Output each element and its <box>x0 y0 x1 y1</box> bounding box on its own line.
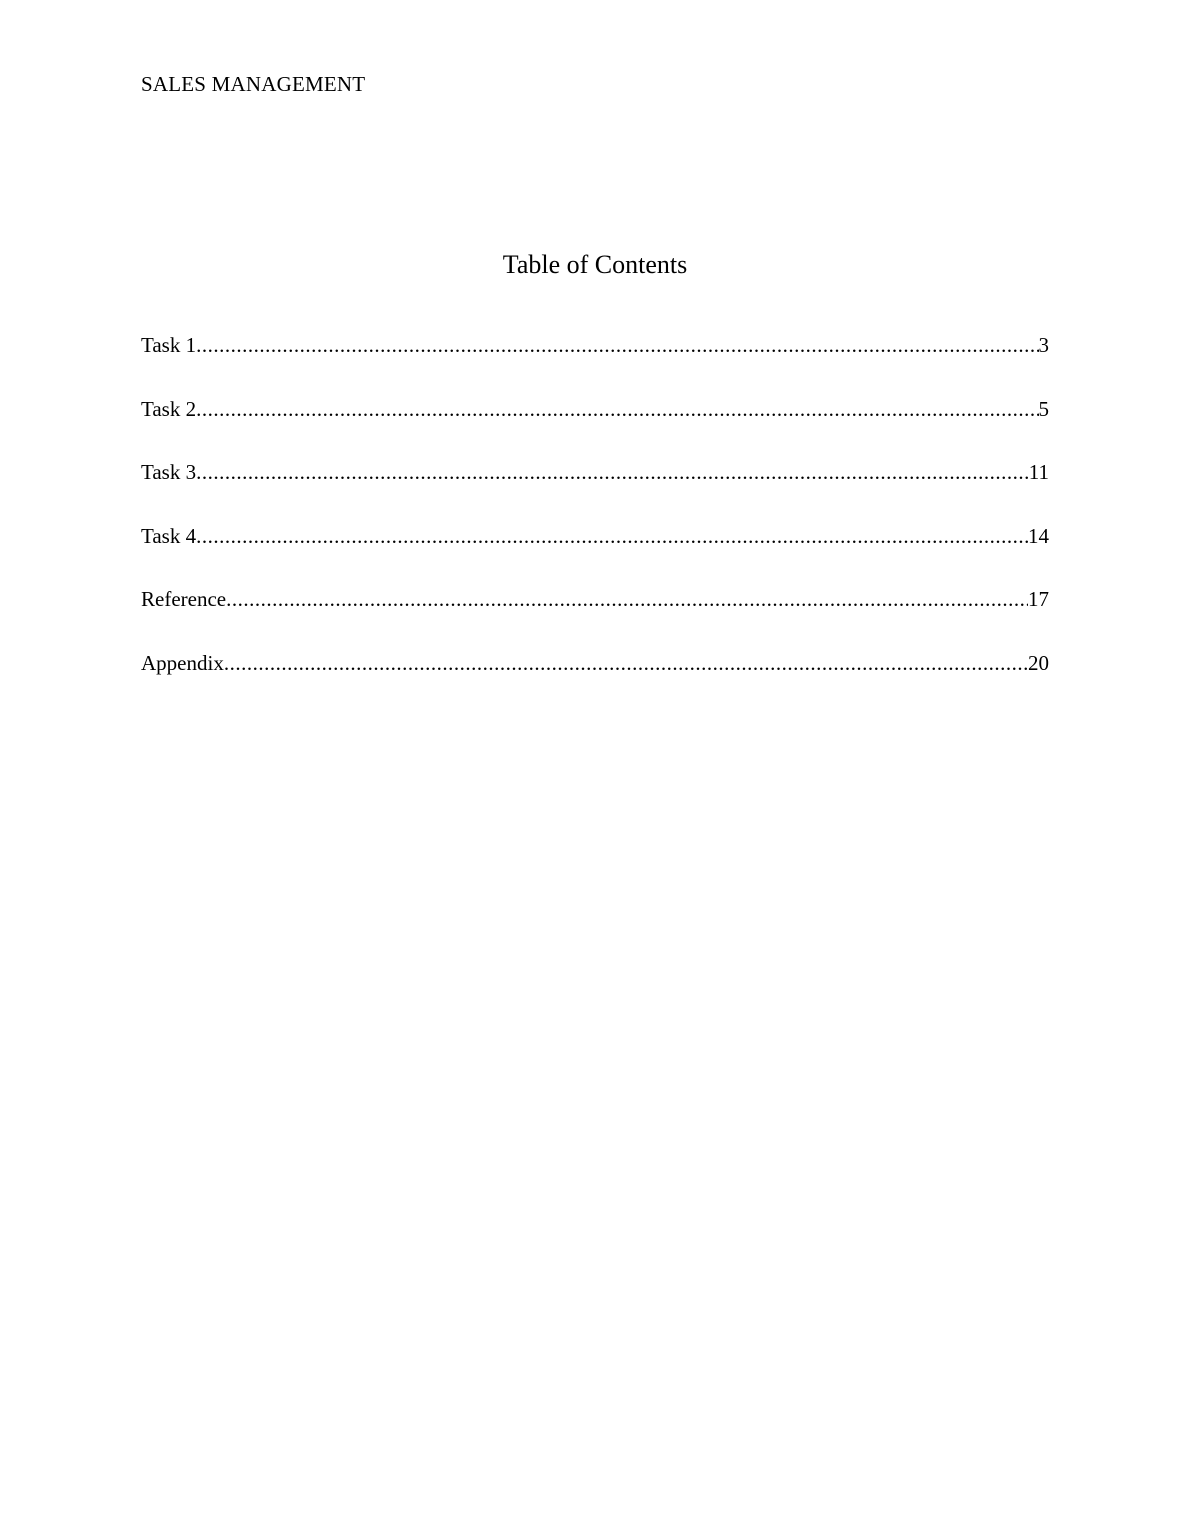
toc-entry-page: 3 <box>1038 333 1049 357</box>
toc-dot-leader <box>196 331 1038 359</box>
toc-entry-page: 14 <box>1028 523 1049 548</box>
toc-dot-leader <box>196 522 1028 550</box>
table-of-contents <box>141 331 1049 712</box>
toc-entry-label: Task 4 <box>141 523 197 548</box>
toc-entry-label: Task 2 <box>141 396 197 421</box>
toc-entry-page: 17 <box>1028 587 1049 611</box>
toc-entry-task-4[interactable] <box>141 522 1049 586</box>
toc-entry-page: 5 <box>1038 396 1049 421</box>
toc-entry-label: Appendix <box>141 650 224 675</box>
toc-dot-leader <box>196 395 1038 423</box>
toc-entry-task-1[interactable] <box>141 331 1049 395</box>
toc-dot-leader <box>224 649 1028 677</box>
toc-dot-leader <box>196 458 1029 486</box>
toc-entry-reference[interactable] <box>141 585 1049 649</box>
toc-title: Table of Contents <box>502 250 688 279</box>
toc-entry-label: Task 1 <box>141 333 197 357</box>
running-head: SALES MANAGEMENT <box>141 72 366 96</box>
toc-entry-page: 11 <box>1028 460 1049 484</box>
toc-entry-task-3[interactable] <box>141 458 1049 522</box>
toc-entry-appendix[interactable] <box>141 649 1049 713</box>
toc-entry-label: Reference <box>141 587 227 611</box>
toc-entry-page: 20 <box>1028 650 1049 675</box>
toc-dot-leader <box>226 585 1028 613</box>
toc-entry-task-2[interactable] <box>141 395 1049 459</box>
toc-entry-label: Task 3 <box>141 460 197 484</box>
